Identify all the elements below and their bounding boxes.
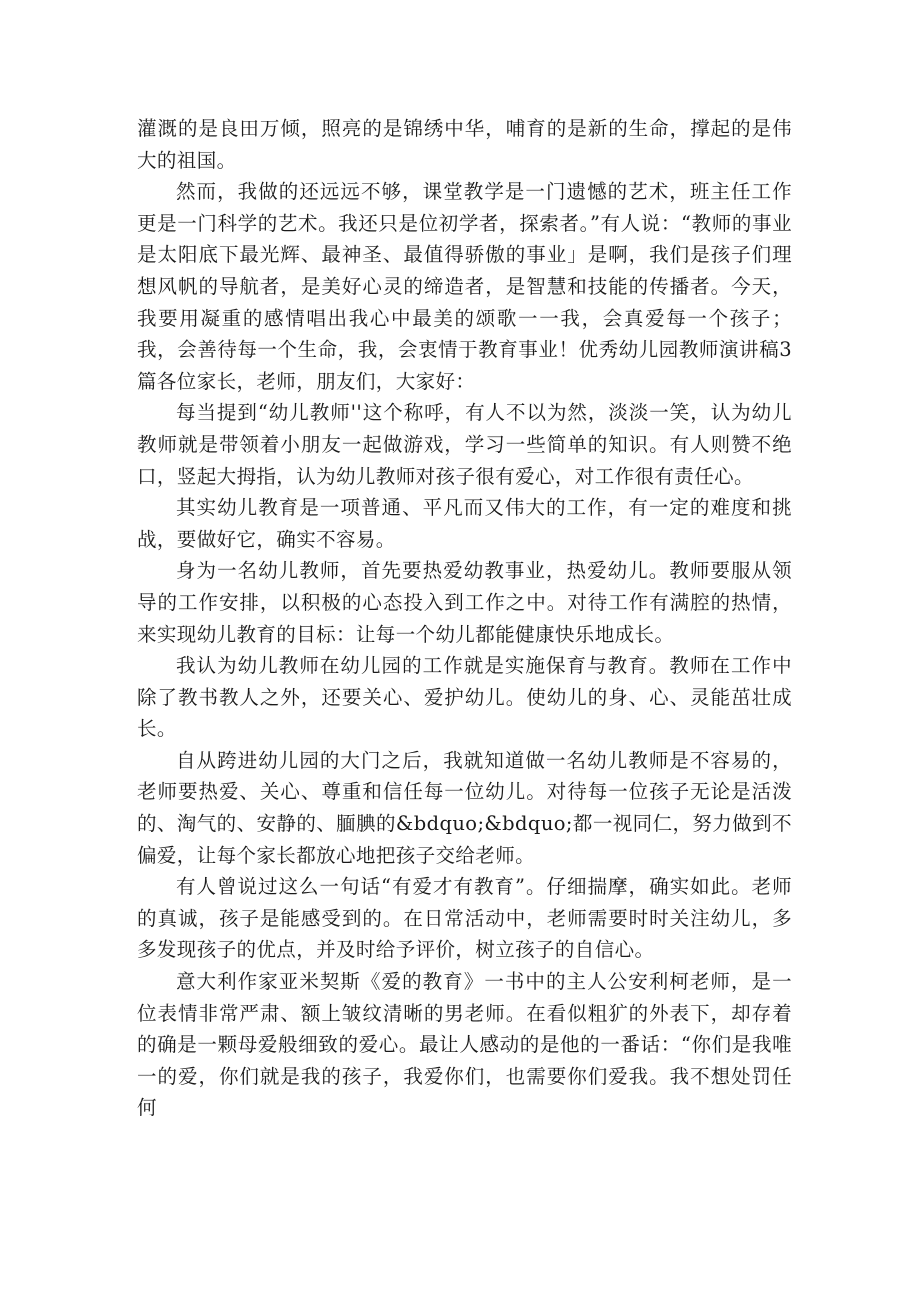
document-body: [137, 113, 792, 1124]
paragraph-8: 有人曾说过这么一句话“有爱才有教育”。仔细揣摩，确实如此。老师的真诚，孩子是能感受到的。在日常活动中，老师需要时时关注幼儿，多多发现孩子的优点，并及时给予评价，树立孩子的自信心。: [137, 875, 792, 962]
paragraph-3: 每当提到“幼儿教师''这个称呼，有人不以为然，淡淡一笑，认为幼儿教师就是带领着小朋友一起做游戏，学习一些简单的知识。有人则赞不绝口，竖起大拇指，认为幼儿教师对孩子很有爱心，对工作很有责任心。: [137, 401, 792, 488]
paragraph-7: 自从跨进幼儿园的大门之后，我就知道做一名幼儿教师是不容易的，老师要热爱、关心、尊重和信任每一位幼儿。对待每一位孩子无论是活泼的、淘气的、安静的、腼腆的&bdquo;&bdquo;都一视同仁，努力做到不偏爱，让每个家长都放心地把孩子交给老师。: [137, 748, 792, 867]
paragraph-continuation: 灌溉的是良田万倾，照亮的是锦绣中华，哺育的是新的生命，撑起的是伟大的祖国。: [137, 117, 792, 172]
paragraph-5: 身为一名幼儿教师，首先要热爱幼教事业，热爱幼儿。教师要服从领导的工作安排，以积极的心态投入到工作之中。对待工作有满腔的热情，来实现幼儿教育的目标：让每一个幼儿都能健康快乐地成长。: [137, 559, 792, 646]
paragraph-6: 我认为幼儿教师在幼儿园的工作就是实施保育与教育。教师在工作中除了教书教人之外，还要关心、爱护幼儿。使幼儿的身、心、灵能茁壮成长。: [137, 654, 792, 741]
paragraph-9: 意大利作家亚米契斯《爱的教育》一书中的主人公安利柯老师，是一位表情非常严肃、额上皱纹清晰的男老师。在看似粗犷的外表下，却存着的确是一颗母爱般细致的爱心。最让人感动的是他的一番话：“你们是我唯一的爱，你们就是我的孩子，我爱你们，也需要你们爱我。我不想处罚任何: [137, 970, 792, 1120]
paragraph-4: 其实幼儿教育是一项普通、平凡而又伟大的工作，有一定的难度和挑战，要做好它，确实不容易。: [137, 496, 792, 551]
paragraph-2: 然而，我做的还远远不够，课堂教学是一门遗憾的艺术，班主任工作更是一门科学的艺术。我还只是位初学者，探索者。”有人说：“教师的事业是太阳底下最光辉、最神圣、最值得骄傲的事业」是啊，我们是孩子们理想风帆的导航者，是美好心灵的缔造者，是智慧和技能的传播者。今天，我要用凝重的感情唱出我心中最美的颂歌一一我，会真爱每一个孩子；我，会善待每一个生命，我，会衷情于教育事业！优秀幼儿园教师演讲稿3篇各位家长，老师，朋友们，大家好：: [137, 180, 792, 393]
